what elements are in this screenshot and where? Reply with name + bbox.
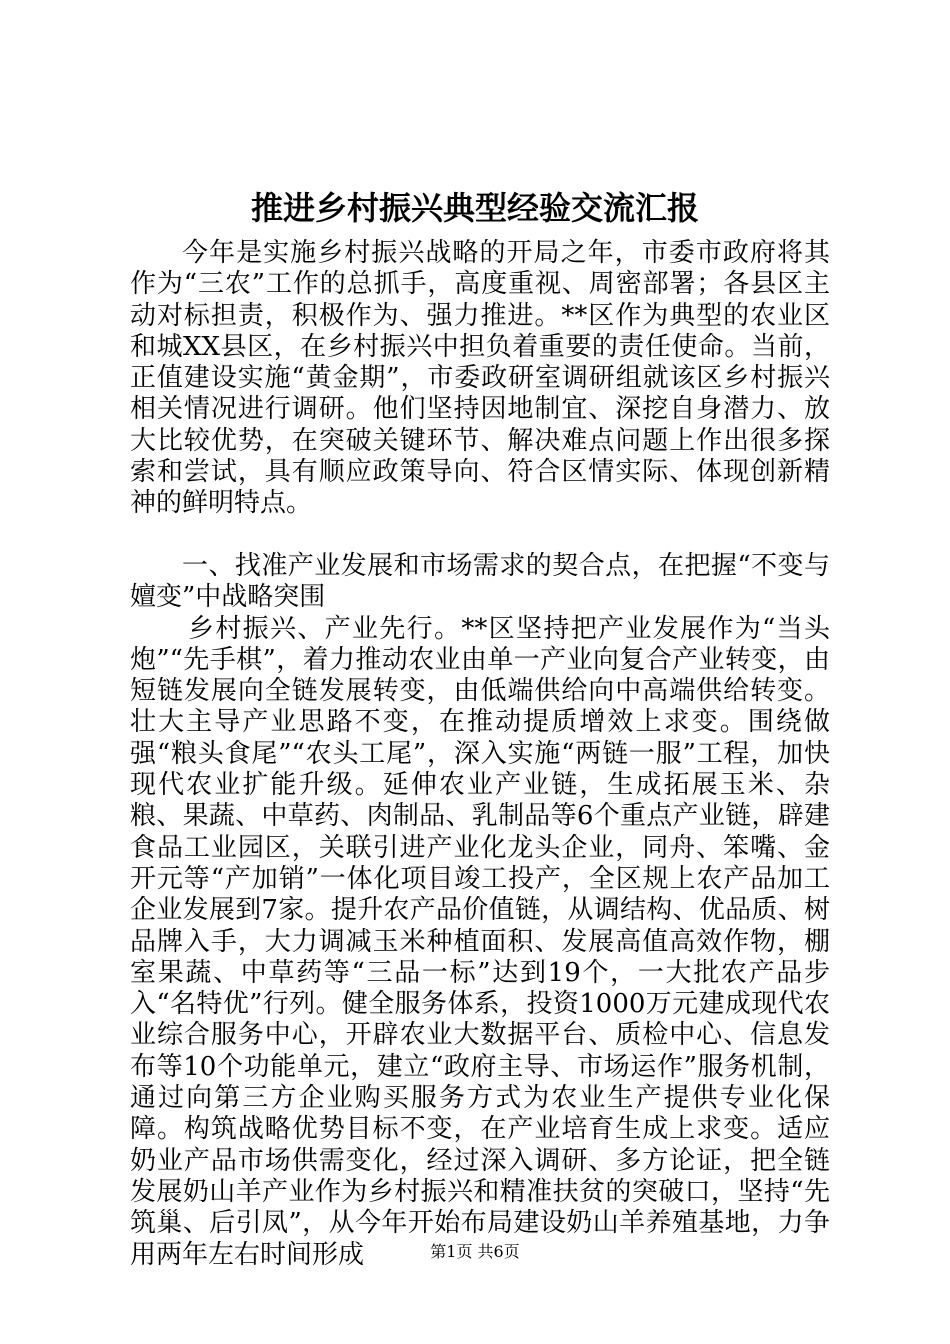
document-body — [130, 238, 830, 1271]
document-title: 推进乡村振兴典型经验交流汇报 — [250, 189, 699, 227]
section-paragraph: 乡村振兴、产业先行。**区坚持把产业发展作为“当头炮”“先手棋”，着力推动农业由单一产业向复合产业转变，由短链发展向全链发展转变，由低端供给向中高端供给转变。壮大主导产业思路不变，在推动提质增效上求变。围绕做强“粮头食尾”“农头工尾”，深入实施“两链一服”工程，加快现代农业扩能升级。延伸农业产业链，生成拓展玉米、杂粮、果蔬、中草药、肉制品、乳制品等6个重点产业链，辟建食品工业园区，关联引进产业化龙头企业，同舟、笨嘴、金开元等“产加销”一体化项目竣工投产，全区规上农产品加工企业发展到7家。提升农产品价值链，从调结构、优品质、树品牌入手，大力调减玉米种植面积、发展高值高效作物，棚室果蔬、中草药等“三品一标”达到19个，一大批农产品步入“名特优”行列。健全服务体系，投资1000万元建成现代农业综合服务中心，开辟农业大数据平台、质检中心、信息发布等10个功能单元，建立“政府主导、市场运作”服务机制，通过向第三方企业购买服务方式为农业生产提供专业化保障。构筑战略优势目标不变，在产业培育生成上求变。适应奶业产品市场供需变化，经过深入调研、多方论证，把全链发展奶山羊产业作为乡村振兴和精准扶贫的突破口，坚持“先筑巢、后引凤”，从今年开始布局建设奶山羊养殖基地，力争用两年左右时间形成 — [130, 613, 830, 1270]
paragraph-spacer — [130, 520, 830, 551]
section-heading: 一、找准产业发展和市场需求的契合点，在把握“不变与嬗变”中战略突围 — [130, 550, 830, 613]
page-footer: 第1页 共6页 — [430, 1242, 520, 1261]
intro-paragraph: 今年是实施乡村振兴战略的开局之年，市委市政府将其作为“三农”工作的总抓手，高度重视、周密部署；各县区主动对标担责，积极作为、强力推进。**区作为典型的农业区和城XX县区，在乡村振兴中担负着重要的责任使命。当前，正值建设实施“黄金期”，市委政研室调研组就该区乡村振兴相关情况进行调研。他们坚持因地制宜、深挖自身潜力、放大比较优势，在突破关键环节、解决难点问题上作出很多探索和尝试，具有顺应政策导向、符合区情实际、体现创新精神的鲜明特点。 — [130, 238, 830, 519]
